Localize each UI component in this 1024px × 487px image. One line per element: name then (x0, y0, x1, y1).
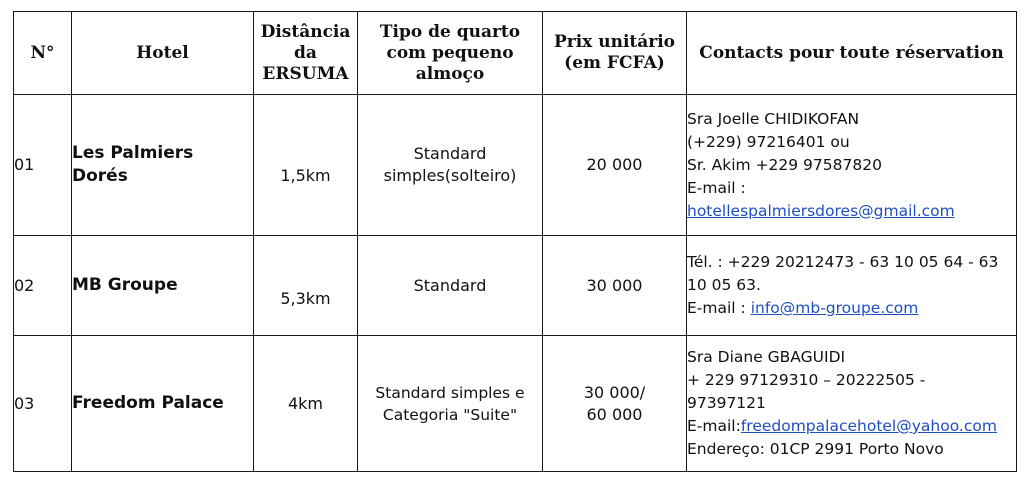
email-label: E-mail: (687, 417, 741, 435)
room-type-cell: Standard simples(solteiro) (358, 95, 543, 236)
room-type-cell (358, 336, 543, 472)
email-link[interactable]: hotellespalmiersdores@gmail.com (687, 201, 955, 220)
header-hotel: Hotel (72, 12, 254, 95)
contact-line: Sra Joelle CHIDIKOFAN (687, 109, 860, 128)
room-type-line: Categoria "Suite" (382, 405, 518, 424)
header-distance: Distância da ERSUMA (254, 12, 358, 95)
contact-cell (687, 95, 1017, 236)
price-line: 60 000 (586, 404, 643, 424)
contact-line: Sr. Akim +229 97587820 (687, 155, 882, 174)
email-link[interactable]: freedompalacehotel@yahoo.com (740, 417, 997, 435)
email-label: E-mail : (687, 178, 746, 197)
contact-cell (687, 336, 1017, 472)
header-num: N° (14, 12, 72, 95)
header-room-type: Tipo de quarto com pequeno almoço (358, 12, 543, 95)
email-label: E-mail : (687, 299, 746, 317)
table-row (14, 236, 1017, 336)
hotels-table (13, 11, 1017, 472)
row-number: 02 (14, 236, 72, 336)
hotel-name: MB Groupe (72, 236, 254, 336)
distance-cell (254, 95, 358, 236)
email-link[interactable]: info@mb-groupe.com (750, 299, 919, 317)
contact-line: (+229) 97216401 ou (687, 132, 850, 151)
row-number: 01 (14, 95, 72, 236)
table-row (14, 95, 1017, 236)
room-type-cell: Standard (358, 236, 543, 336)
distance-cell (254, 236, 358, 336)
price-cell: 30 000 (543, 236, 687, 336)
distance-value: 1,5km (280, 166, 331, 185)
address-line: Endereço: 01CP 2991 Porto Novo (687, 440, 944, 458)
contact-line: 10 05 63. (687, 276, 761, 294)
contact-line: Sra Diane GBAGUIDI (687, 348, 846, 366)
hotel-name: Les Palmiers Dorés (72, 95, 254, 236)
contact-line: Tél. : +229 20212473 - 63 10 05 64 - 63 (687, 253, 999, 271)
distance-cell: 4km (254, 336, 358, 472)
room-type-line: Standard simples e (375, 383, 525, 402)
row-number: 03 (14, 336, 72, 472)
contact-line: 97397121 (687, 394, 766, 412)
header-price: Prix unitário (em FCFA) (543, 12, 687, 95)
header-contacts: Contacts pour toute réservation (687, 12, 1017, 95)
header-row (14, 12, 1017, 95)
hotel-name: Freedom Palace (72, 336, 254, 472)
price-cell: 20 000 (543, 95, 687, 236)
contact-cell (687, 236, 1017, 336)
table-row (14, 336, 1017, 472)
price-cell (543, 336, 687, 472)
price-line: 30 000/ (583, 382, 646, 402)
contact-line: + 229 97129310 – 20222505 - (687, 371, 926, 389)
distance-value: 5,3km (280, 288, 331, 308)
